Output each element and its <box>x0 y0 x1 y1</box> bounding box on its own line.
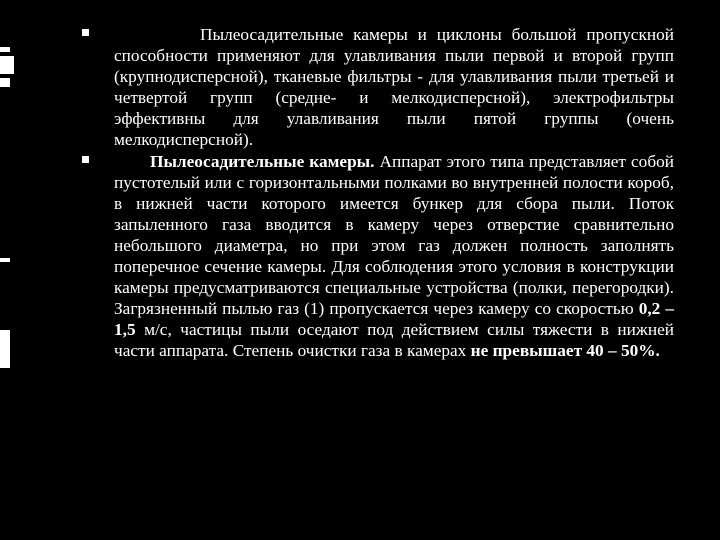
bullet-item-1 <box>84 24 674 150</box>
bullet-item-2 <box>84 151 674 361</box>
decorative-bar <box>0 56 14 74</box>
decorative-bar <box>0 330 10 368</box>
bullet-2-bold-tail: не превышает 40 – 50%. <box>470 341 660 360</box>
bullet-text-1 <box>114 24 674 150</box>
decorative-bar <box>0 78 10 87</box>
bullet-2-speed: 0,2 – 1,5 <box>114 299 675 339</box>
bullet-2-bold-lead: Пылеосадительные камеры. <box>150 152 375 171</box>
slide-content <box>84 24 674 361</box>
bullet-2-text-part1: Аппарат этого типа представляет собой пустотелый или с горизонтальными полками во внутренней полости короб, в нижней части которого имеется бункер для сбора пыли. Поток запыленного газа вводится в камеру через отверстие сравнительно небольшого диаметра, но при этом газ должен полность заполнять поперечное сечение камеры. Для соблюдения этого условия в конструкции камеры предусматриваются специальные устройства (полки, перегородки). Загрязненный пылью газ (1) пропускается через камеру со скоростью <box>114 152 674 318</box>
decorative-bar <box>0 258 10 262</box>
square-bullet-icon <box>82 156 89 163</box>
decorative-bar <box>0 47 10 52</box>
bullet-1-text: Пылеосадительные камеры и циклоны большой пропускной способности применяют для улавливания пыли первой и второй групп (крупнодисперсной), тканевые фильтры - для улавливания пыли третьей и четвертой групп (средне- и мелкодисперсной), электрофильтры эффективны для улавливания пыли пятой группы (очень мелкодисперсной). <box>114 25 674 149</box>
square-bullet-icon <box>82 29 89 36</box>
bullet-text-2 <box>114 151 674 361</box>
bullet-2-text-part2: м/с, частицы пыли оседают под действием силы тяжести в нижней части аппарата. Степень очистки газа в камерах <box>114 320 674 360</box>
